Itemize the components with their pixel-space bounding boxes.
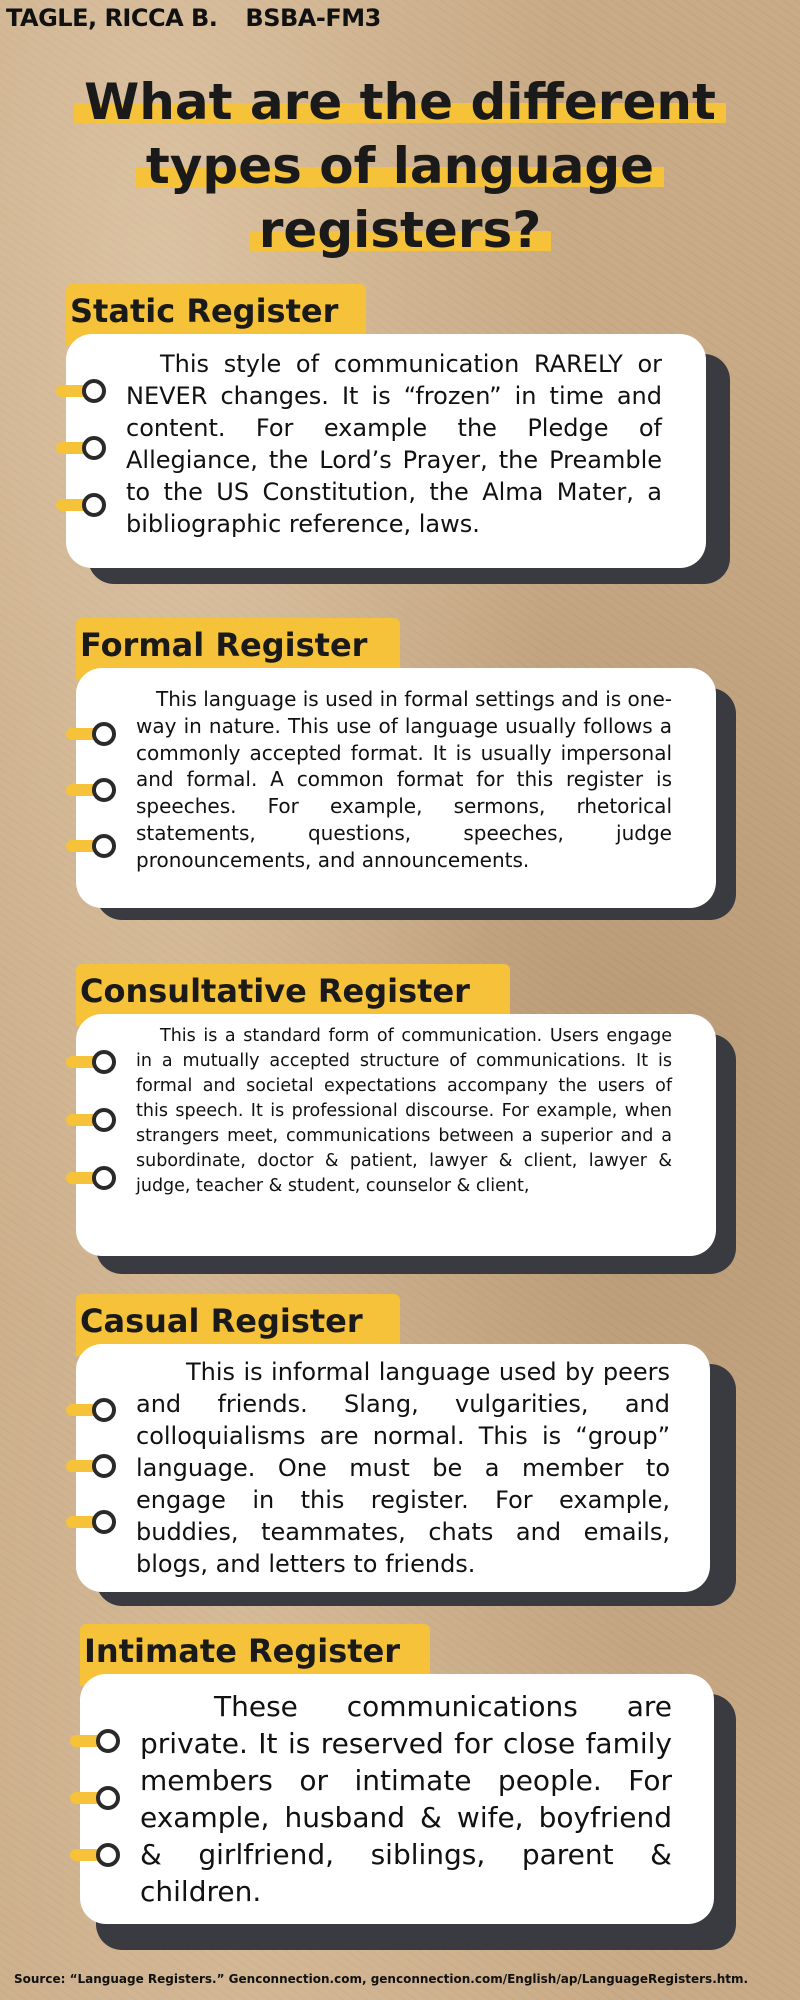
source-citation: Source: “Language Registers.” Genconnection.com, genconnection.com/English/ap/LanguageRegisters.htm. — [14, 1972, 749, 1986]
binder-ring-icon — [56, 436, 106, 460]
author-course: BSBA-FM3 — [245, 4, 381, 32]
section-heading: Formal Register — [76, 618, 400, 680]
binder-ring-icon — [70, 1729, 120, 1753]
section-heading: Intimate Register — [80, 1624, 430, 1686]
title-line-3: registers? — [249, 201, 552, 259]
binder-ring-icon — [66, 1398, 116, 1422]
binder-ring-icon — [66, 1166, 116, 1190]
binder-ring-icon — [70, 1786, 120, 1810]
section-body: This style of communication RARELY or NEVER changes. It is “frozen” in time and content. For example the Pledge of Allegiance, the Lord’s Prayer, the Preamble to the US Constitution, the Alma Mater, a bibliographic reference, laws. — [126, 350, 662, 538]
binder-ring-icon — [66, 1510, 116, 1534]
binder-ring-icon — [66, 834, 116, 858]
title-line-2: types of language — [136, 137, 664, 195]
section-body: This is a standard form of communication. Users engage in a mutually accepted structure of communications. It is formal and societal expectations accompany the users of this speech. It is professional discourse. For example, when strangers meet, communications between a superior and a subordinate, doctor & patient, lawyer & client, lawyer & judge, teacher & student, counselor & client, — [136, 1026, 672, 1196]
binder-ring-icon — [66, 778, 116, 802]
section-body: This is informal language used by peers and friends. Slang, vulgarities, and colloquialisms are normal. This is “group” language. One must be a member to engage in this register. For example, buddies, teammates, chats and emails, blogs, and letters to friends. — [136, 1358, 670, 1578]
section-heading: Consultative Register — [76, 964, 510, 1026]
binder-ring-icon — [66, 1108, 116, 1132]
binder-ring-icon — [66, 1454, 116, 1478]
section-static-register — [66, 284, 730, 584]
title-line-1: What are the different — [74, 73, 726, 131]
section-card — [80, 1674, 714, 1924]
section-body: These communications are private. It is reserved for close family members or intimate people. For example, husband & wife, boyfriend & girlfriend, siblings, parent & children. — [140, 1690, 672, 1908]
section-heading: Static Register — [66, 284, 366, 346]
section-card — [76, 668, 716, 908]
binder-ring-icon — [66, 1050, 116, 1074]
author-line — [6, 4, 381, 32]
binder-ring-icon — [70, 1843, 120, 1867]
section-card — [76, 1014, 716, 1256]
section-casual-register — [76, 1294, 736, 1606]
section-heading: Casual Register — [76, 1294, 400, 1356]
section-card — [66, 334, 706, 568]
section-body: This language is used in formal settings and is one-way in nature. This use of language usually follows a commonly accepted format. It is usually impersonal and formal. A common format for this register is speeches. For example, sermons, rhetorical statements, questions, speeches, judge pronouncements, and announcements. — [136, 687, 672, 872]
section-intimate-register — [80, 1624, 736, 1950]
section-consultative-register — [76, 964, 736, 1274]
binder-ring-icon — [66, 722, 116, 746]
binder-ring-icon — [56, 493, 106, 517]
binder-ring-icon — [56, 379, 106, 403]
page-title — [40, 70, 760, 262]
section-card — [76, 1344, 710, 1592]
section-formal-register — [76, 618, 736, 920]
author-name: TAGLE, RICCA B. — [6, 4, 218, 32]
